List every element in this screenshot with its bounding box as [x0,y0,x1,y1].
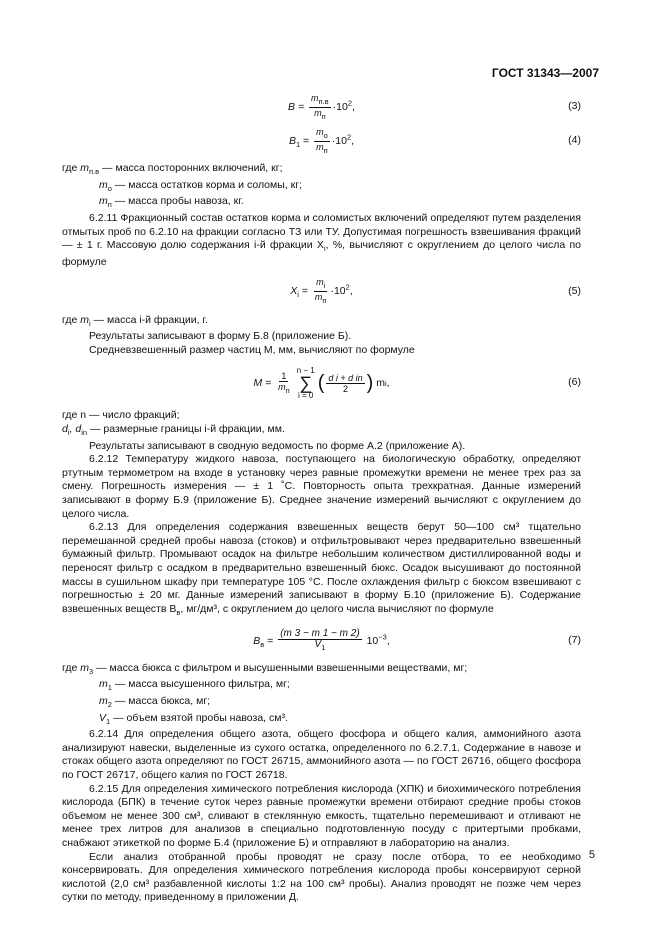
where-block-3: где $m_{п.в}$ — масса посторонних включений, кг; $m_о$ — масса остатков корма и соломы, кг; $m_п$ — масса пробы навоза, кг. [62,162,302,210]
formula-number: (7) [568,633,581,646]
paragraph-6-2-12: 6.2.12 Температуру жидкого навоза, поступающего на биологическую обработку, определяют ртутным термометром на входе в установку через равные промежутки времени не менее трех раз за смену. Погрешность измерения — ± 1 ˚С. Повторность опыта трехкратная. Данные измерений записывают в форму Б.9 (приложение Б). Среднее значение измерений вычисляют с округлением до целого числа. [62,453,581,520]
results-b8: Результаты записывают в форму Б.8 (приложение Б). [89,330,352,343]
where-block-7: где $m_3$ — масса бюкса с фильтром и высушенными взвешенными веществами, мг; $m_1$ — масса высушенного фильтра, мг; $m_2$ — масса бюкса, мг; $V_1$ — объем взятой пробы навоза, см³. [62,661,468,726]
formula-7: $B_в$ = $\frac{(m 3 - m 1 - m 2)}{V_1}$ $10^{-3}$, (7) [253,627,581,652]
formula-5: $X_i$ = $\frac{m_i}{m_п}$ $\cdot 10^2$, (5) [290,277,581,305]
formula-6: M = $\frac{1}{m_п}$ n − 1 ∑ i = 0 ( $\frac{\text{d i + d in}}{2}$ ) m i , (6) [253,366,581,401]
where-block-5: где $m_i$ — масса i-й фракции, г. [62,313,208,328]
formula-number: (5) [568,284,581,297]
page-number: 5 [588,849,595,861]
where-block-6: где n — число фракций; $d_i$, $d_{in}$ — размерные границы i-й фракции, мм. [62,409,285,438]
results-a2: Результаты записывают в сводную ведомость по форме А.2 (приложение А). [89,439,466,452]
page-content [62,92,581,905]
sum-symbol: n − 1 ∑ i = 0 [296,366,315,401]
paragraph-6-2-11: 6.2.11 Фракционный состав остатков корма и соломистых включений определяют путем разделения отмытых проб по 6.2.10 на фракции согласно ТЗ или ТУ. Допустимая погрешность взвешивания фракций — ± 1 г. Массовую долю содержания i-й фракции $X_i$, %, вычисляют с округлением до целого числа по формуле [62,212,581,268]
formula-number: (4) [568,134,581,147]
paragraph-6-2-14: 6.2.14 Для определения общего азота, общего фосфора и общего калия, аммонийного азота анализируют навески, выделенные из сухого остатка, определенного по 6.2.7.1. Содержание в навозе и стоках общего азота определяют по ГОСТ 26715, аммонийного азота — по ГОСТ 26716, общего фосфора по ГОСТ 26717, общего калия по ГОСТ 26718. [62,728,581,782]
avg-size-intro: Средневзвешенный размер частиц M, мм, вычисляют по формуле [89,343,415,356]
formula-4: $B_1$ = $\frac{m_о}{m_п}$ $\cdot 10^2$, (4) [288,126,581,155]
standard-header: ГОСТ 31343—2007 [491,66,599,80]
paragraph-preservation: Если анализ отобранной пробы проводят не сразу после отбора, то ее необходимо консервировать. Для определения химического потребления кислорода пробы консервируют серной кислотой (2,0 см³ разбавленной кислоты 1:2 на 100 см³ пробы). Анализ проводят не позже чем через сутки по методу, приведенному в приложении Д. [62,850,581,904]
paragraph-6-2-13: 6.2.13 Для определения содержания взвешенных веществ берут 50—100 см³ тщательно перемешанной средней пробы навоза (стоков) и отфильтровывают через предварительно взвешенный бумажный фильтр. Промывают осадок на фильтре небольшим количеством дистиллированной воды и переносят фильтр с осадком в предварительно взвешенный бюкс. Осадок высушивают до постоянной массы в сушильном шкафу при температуре 105 °С. После охлаждения фильтр с бюксом взвешивают с погрешностью ± 20 мг. Данные измерений записывают в форму Б.10 (приложение Б). Содержание взвешенных веществ $B_в$, мг/дм³, с округлением до целого числа вычисляют по формуле [62,521,581,617]
formula-3: B = $\frac{m_{п.в}}{m_п}$ $\cdot 10^2$, (3) [288,92,581,121]
formula-number: (3) [568,100,581,113]
paragraph-6-2-15: 6.2.15 Для определения химического потребления кислорода (ХПК) и биохимического потребления кислорода (БПК) в течение суток через равные промежутки времени отбирают средние пробы стоков объемом не менее 300 см³, сливают в стеклянную емкость, тщательно перемешивают и отливают не менее трех литров для анализов в специально подготовленную посуду с притертыми пробками, снабжают этикеткой по форме Б.4 (приложение Б) и отправляют в лабораторию на анализ. [62,782,581,849]
formula-number: (6) [568,376,581,389]
